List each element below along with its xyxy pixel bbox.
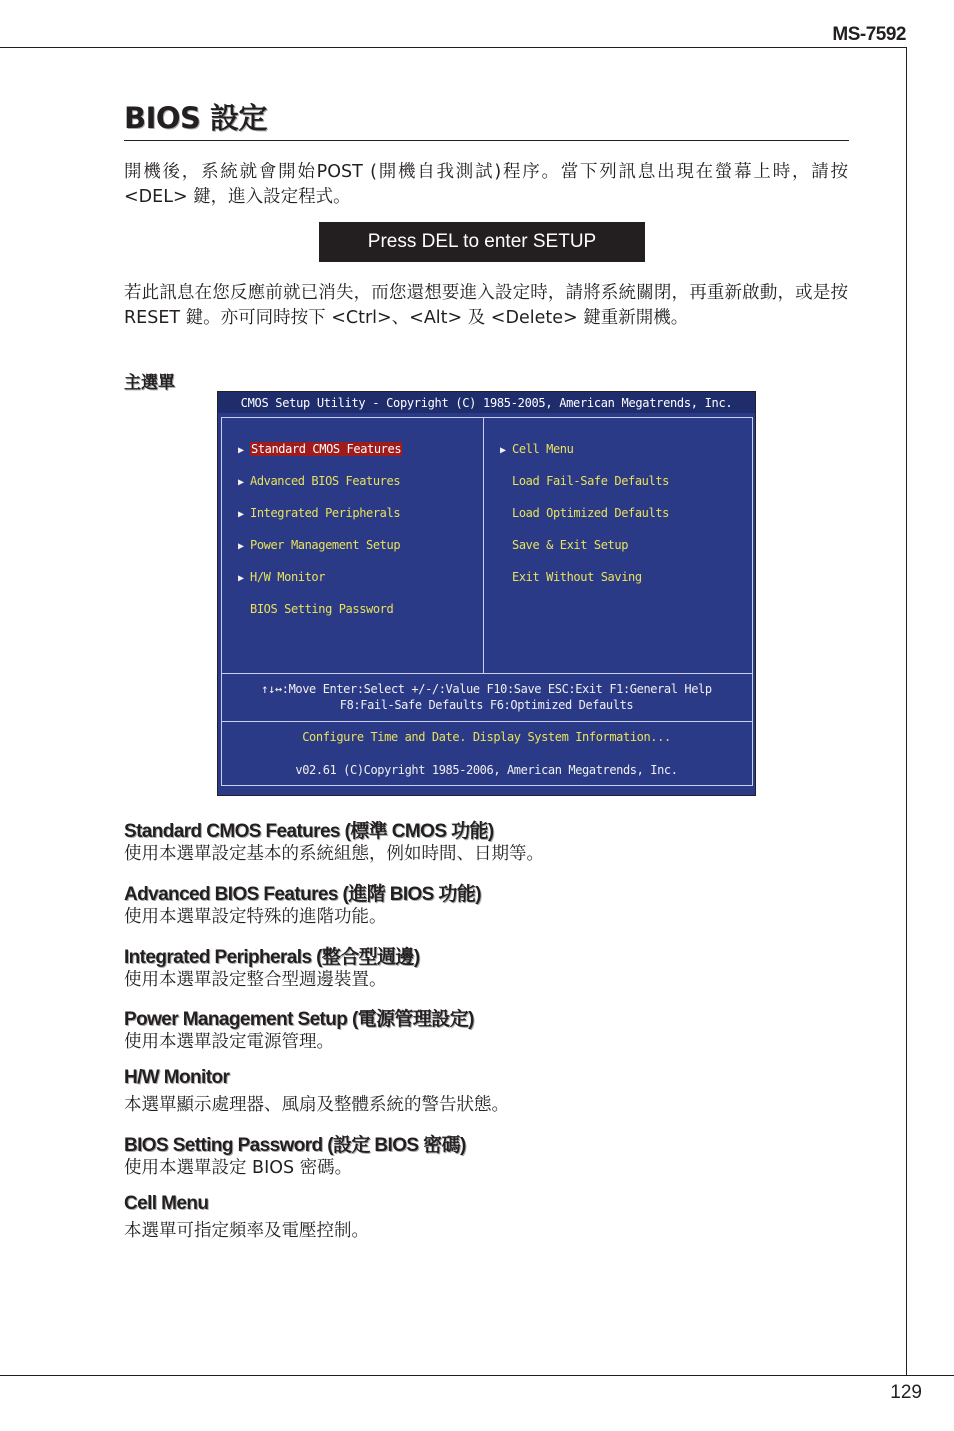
bios-item-label: Standard CMOS Features	[251, 442, 402, 456]
press-del-message: Press DEL to enter SETUP	[319, 222, 645, 262]
section-desc-advanced-bios: 使用本選單設定特殊的進階功能。	[124, 907, 387, 927]
bios-keys-line2: F8:Fail-Safe Defaults F6:Optimized Defaults	[339, 698, 634, 712]
model-number: MS-7592	[832, 24, 906, 45]
bottom-rule	[0, 1375, 954, 1376]
note-paragraph: 若此訊息在您反應前就已消失，而您還想要進入設定時，請將系統關閉，再重新啟動，或是按 RESET 鍵。亦可同時按下 <Ctrl>、<Alt> 及 <Delete> 鍵重新開機。	[124, 283, 848, 328]
bios-column-divider	[483, 417, 484, 673]
bios-item-label: Power Management Setup	[250, 538, 401, 552]
main-menu-label: 主選單	[124, 373, 175, 393]
bios-item-power-management[interactable]	[238, 538, 400, 552]
bios-item-label: Integrated Peripherals	[250, 506, 401, 520]
section-title-standard-cmos: Standard CMOS Features (標準 CMOS 功能)	[124, 821, 494, 842]
intro-paragraph: 開機後，系統就會開始POST (開機自我測試)程序。當下列訊息出現在螢幕上時，請按 <DEL> 鍵，進入設定程式。	[124, 162, 848, 207]
bios-item-label: Advanced BIOS Features	[250, 474, 401, 488]
bios-item-load-failsafe[interactable]	[500, 474, 669, 488]
bios-item-advanced-bios[interactable]	[238, 474, 400, 488]
triangle-right-icon: ▶	[238, 509, 244, 520]
section-title-cell-menu: Cell Menu	[124, 1193, 209, 1214]
section-desc-power-management: 使用本選單設定電源管理。	[124, 1032, 334, 1052]
bios-keys-divider	[221, 673, 753, 674]
bios-item-label: H/W Monitor	[250, 570, 326, 584]
page-title: BIOS 設定	[124, 101, 268, 135]
bios-item-label: Load Fail-Safe Defaults	[512, 474, 669, 488]
right-rule	[906, 47, 907, 1375]
section-desc-standard-cmos: 使用本選單設定基本的系統組態，例如時間、日期等。	[124, 844, 544, 864]
triangle-right-icon: ▶	[238, 477, 244, 488]
section-title-hw-monitor: H/W Monitor	[124, 1067, 230, 1088]
bios-item-cell-menu[interactable]	[500, 442, 573, 456]
page-number: 129	[890, 1382, 922, 1403]
bios-keys-line1: ↑↓↔:Move Enter:Select +/-/:Value F10:Save ESC:Exit F1:General Help	[261, 682, 712, 696]
section-desc-hw-monitor: 本選單顯示處理器、風扇及整體系統的警告狀態。	[124, 1095, 509, 1115]
bios-help-divider	[221, 721, 753, 722]
bios-item-load-optimized[interactable]	[500, 506, 669, 520]
bios-item-integrated-peripherals[interactable]	[238, 506, 400, 520]
triangle-right-icon: ▶	[500, 445, 506, 456]
triangle-right-icon: ▶	[238, 573, 244, 584]
section-desc-integrated-peripherals: 使用本選單設定整合型週邊裝置。	[124, 970, 387, 990]
section-title-advanced-bios: Advanced BIOS Features (進階 BIOS 功能)	[124, 884, 481, 905]
bios-item-standard-cmos[interactable]	[238, 442, 402, 456]
section-desc-bios-password: 使用本選單設定 BIOS 密碼。	[124, 1158, 353, 1178]
section-desc-cell-menu: 本選單可指定頻率及電壓控制。	[124, 1221, 369, 1241]
triangle-right-icon: ▶	[238, 445, 244, 456]
triangle-right-icon: ▶	[238, 541, 244, 552]
bios-item-label: Cell Menu	[512, 442, 574, 456]
bios-item-label: Save & Exit Setup	[512, 538, 629, 552]
section-title-integrated-peripherals: Integrated Peripherals (整合型週邊)	[124, 947, 420, 968]
bios-item-bios-password[interactable]	[238, 602, 393, 616]
section-title-bios-password: BIOS Setting Password (設定 BIOS 密碼)	[124, 1135, 466, 1156]
bios-item-label: Exit Without Saving	[512, 570, 642, 584]
bios-screen	[217, 391, 756, 796]
bios-item-exit-without-saving[interactable]	[500, 570, 642, 584]
section-title-power-management: Power Management Setup (電源管理設定)	[124, 1009, 474, 1030]
bios-item-hw-monitor[interactable]	[238, 570, 325, 584]
top-rule	[0, 47, 907, 48]
bios-item-label: Load Optimized Defaults	[512, 506, 669, 520]
title-underline	[124, 140, 849, 141]
bios-help-text: Configure Time and Date. Display System Information...	[302, 730, 671, 744]
bios-item-label: BIOS Setting Password	[250, 602, 394, 616]
bios-header: CMOS Setup Utility - Copyright (C) 1985-2005, American Megatrends, Inc.	[218, 392, 755, 413]
bios-version: v02.61 (C)Copyright 1985-2006, American Megatrends, Inc.	[295, 763, 678, 777]
bios-item-save-exit[interactable]	[500, 538, 628, 552]
